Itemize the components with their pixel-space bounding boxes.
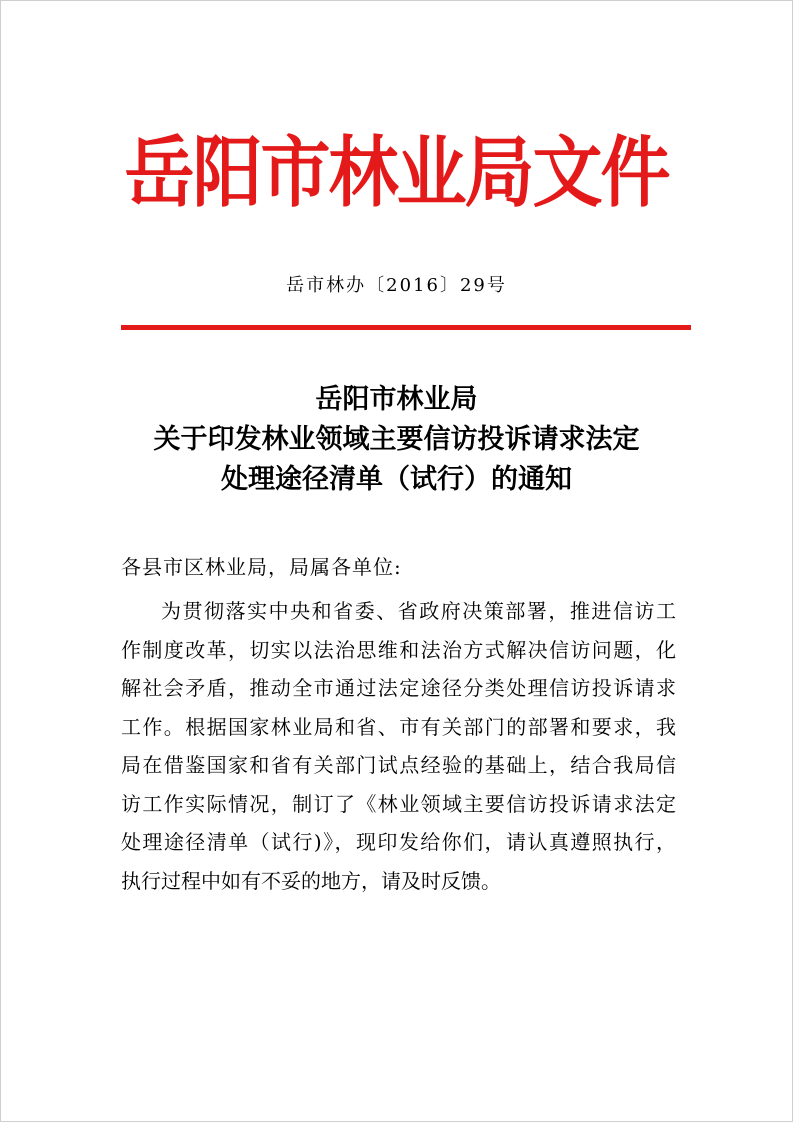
body-line: 局在借鉴国家和省有关部门试点经验的基础上，结合我局信 <box>121 753 676 777</box>
body-line: 执行过程中如有不妥的地方，请及时反馈。 <box>121 868 501 893</box>
title-line: 关于印发林业领域主要信访投诉请求法定 <box>153 424 640 455</box>
title-line: 岳阳市林业局 <box>315 384 478 415</box>
notice-title <box>0 380 793 500</box>
title-line: 处理途径清单（试行）的通知 <box>221 464 572 495</box>
body-line: 为贯彻落实中央和省委、省政府决策部署，推进信访工 <box>161 599 676 623</box>
body-paragraph <box>121 592 676 900</box>
body-line: 工作。根据国家林业局和省、市有关部门的部署和要求，我 <box>121 714 676 739</box>
body-line: 处理途径清单（试行)》，现印发给你们，请认真遵照执行， <box>121 830 676 854</box>
salutation: 各县市区林业局，局属各单位: <box>121 555 402 579</box>
body-line: 作制度改革，切实以法治思维和法治方式解决信访问题，化 <box>121 637 676 662</box>
red-divider <box>121 325 691 330</box>
masthead-title: 岳阳市林业局文件 <box>124 126 669 219</box>
body-line: 解社会矛盾，推动全市通过法定途径分类处理信访投诉请求 <box>121 676 676 700</box>
document-number: 岳市林办〔2016〕29号 <box>286 275 507 296</box>
body-line: 访工作实际情况，制订了《林业领域主要信访投诉请求法定 <box>121 791 676 816</box>
